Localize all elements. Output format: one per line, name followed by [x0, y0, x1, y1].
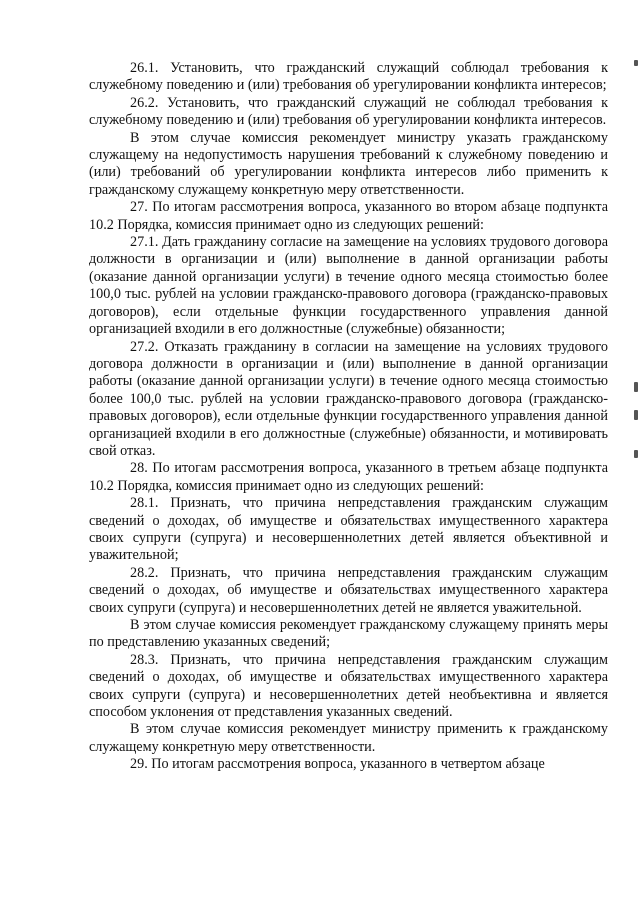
scan-edge-mark	[634, 382, 638, 392]
paragraph-26-1: 26.1. Установить, что гражданский служащий соблюдал требования к служебному поведению и (или) требования об урегулировании конфликта интересов;	[89, 60, 608, 94]
paragraph-26-2: 26.2. Установить, что гражданский служащий не соблюдал требования к служебному поведению и (или) требования об урегулировании конфликта интересов.	[89, 94, 608, 129]
paragraph-26-2-note: В этом случае комиссия рекомендует министру указать гражданскому служащему на недопустимость нарушения требований к служебному поведению и (или) требований об урегулировании конфликта интересов либо применить к гражданскому служащему конкретную меру ответственности.	[89, 129, 608, 198]
paragraph-27-1: 27.1. Дать гражданину согласие на замещение на условиях трудового договора должности в организации и (или) выполнение в данной организации работы (оказание данной организации услуги) в течение одного месяца стоимостью более 100,0 тыс. рублей на условии гражданско-правового договора (гражданско-правовых договоров), если отдельные функции государственного управления данной организацией входили в его должностные (служебные) обязанности;	[89, 234, 608, 338]
document-body	[89, 60, 608, 774]
paragraph-28-2: 28.2. Признать, что причина непредставления гражданским служащим сведений о доходах, об имуществе и обязательствах имущественного характера своих супруги (супруга) и несовершеннолетних детей не является уважительной.	[89, 564, 608, 616]
paragraph-27: 27. По итогам рассмотрения вопроса, указанного во втором абзаце подпункта 10.2 Порядка, комиссия принимает одно из следующих решений:	[89, 199, 608, 233]
paragraph-28: 28. По итогам рассмотрения вопроса, указанного в третьем абзаце подпункта 10.2 Порядка, комиссия принимает одно из следующих решений:	[89, 460, 608, 494]
scan-edge-mark	[634, 450, 638, 458]
paragraph-28-3-note: В этом случае комиссия рекомендует министру применить к гражданскому служащему конкретную меру ответственности.	[89, 721, 608, 755]
scan-edge-mark	[634, 60, 638, 66]
paragraph-29: 29. По итогам рассмотрения вопроса, указанного в четвертом абзаце	[130, 756, 545, 773]
paragraph-28-1: 28.1. Признать, что причина непредставления гражданским служащим сведений о доходах, об имуществе и обязательствах имущественного характера своих супруги (супруга) и несовершеннолетних детей является объективной и уважительной;	[89, 495, 608, 564]
paragraph-28-2-note: В этом случае комиссия рекомендует гражданскому служащему принять меры по представлению указанных сведений;	[89, 617, 608, 651]
paragraph-27-2: 27.2. Отказать гражданину в согласии на замещение на условиях трудового договора должности в организации и (или) выполнение в данной организации работы (оказание данной организации услуги) в течение одного месяца стоимостью более 100,0 тыс. рублей на условии гражданско-правового договора (гражданско-правовых договоров), если отдельные функции государственного управления данной организацией входили в его должностные (служебные) обязанности, и мотивировать свой отказ.	[89, 338, 608, 459]
scan-edge-mark	[634, 410, 638, 420]
paragraph-28-3: 28.3. Признать, что причина непредставления гражданским служащим сведений о доходах, об имуществе и обязательствах имущественного характера своих супруги (супруга) и несовершеннолетних детей необъективна и является способом уклонения от представления указанных сведений.	[89, 651, 608, 721]
